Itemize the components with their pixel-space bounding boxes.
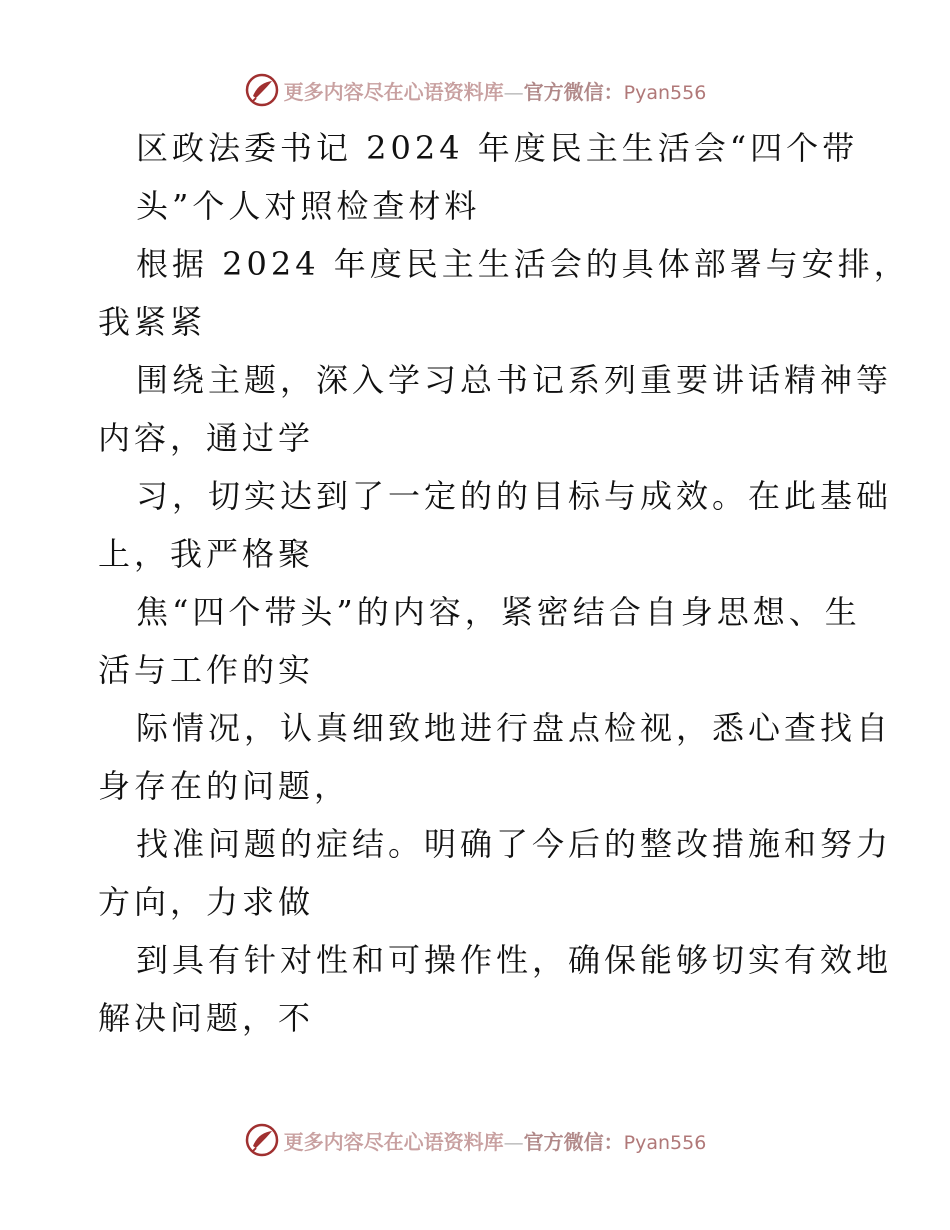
paragraph-line: 内容，通过学 — [98, 419, 315, 457]
paragraph-line: 找准问题的症结。明确了今后的整改措施和努力 — [136, 825, 893, 863]
watermark-logo-icon — [244, 72, 280, 108]
paragraph-line: 方向，力求做 — [98, 883, 315, 921]
watermark-text — [284, 1126, 707, 1155]
paragraph-line: 解决问题，不 — [98, 999, 315, 1037]
watermark-id: Pyan556 — [623, 1131, 707, 1154]
paragraph-line: 际情况，认真细致地进行盘点检视，悉心查找自 — [136, 709, 893, 747]
watermark-main-text: 更多内容尽在心语资料库 — [283, 1129, 504, 1154]
paragraph-line: 上，我严格聚 — [98, 535, 315, 573]
document-title-line-1: 区政法委书记 2024 年度民主生活会“四个带 — [136, 129, 859, 167]
paragraph-line: 我紧紧 — [98, 303, 207, 341]
paragraph-line: 围绕主题，深入学习总书记系列重要讲话精神等 — [136, 361, 893, 399]
watermark-sub-text: 官方微信： — [523, 1129, 624, 1154]
paragraph-line: 习，切实达到了一定的的目标与成效。在此基础 — [136, 477, 893, 515]
watermark-text — [284, 76, 707, 105]
watermark-dash: — — [503, 79, 524, 104]
document-title-line-2: 头”个人对照检查材料 — [136, 187, 481, 225]
watermark-sub-text: 官方微信： — [523, 79, 624, 104]
watermark-main-text: 更多内容尽在心语资料库 — [283, 79, 504, 104]
paragraph-line: 到具有针对性和可操作性，确保能够切实有效地 — [136, 941, 893, 979]
footer-watermark — [0, 1120, 950, 1160]
watermark-id: Pyan556 — [623, 81, 707, 104]
watermark-logo-icon — [244, 1122, 280, 1158]
paragraph-line: 身存在的问题， — [98, 767, 351, 805]
header-watermark — [0, 70, 950, 110]
paragraph-line: 活与工作的实 — [98, 651, 315, 689]
paragraph-line: 根据 2024 年度民主生活会的具体部署与安排， — [136, 245, 910, 283]
watermark-dash: — — [503, 1129, 524, 1154]
paragraph-line: 焦“四个带头”的内容，紧密结合自身思想、生 — [136, 593, 861, 631]
